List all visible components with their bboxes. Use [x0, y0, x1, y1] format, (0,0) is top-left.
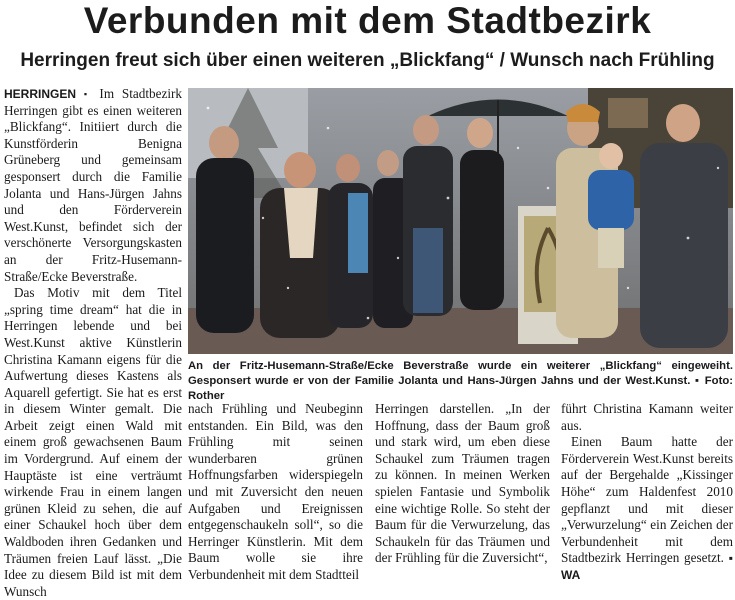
column-2-text: nach Frühling und Neubeginn entstanden. Ein Bild, was den Frühling mit seinen wunderbaren grünen Hoffnungsfarben widerspiegeln und mit Zuversicht den neuen Aufgaben und Ereignissen entgegenschaukeln soll“, so die Herringer Künstlerin. Mit dem Baum wolle sie ihre Verbundenheit mit dem Stadtteil	[188, 401, 363, 582]
separator-icon: ▪	[83, 89, 92, 99]
column-4-text-2: Einen Baum hatte der Förderverein West.Kunst bereits auf der Bergehalde „Kissinger Höhe“ zum Haldenfest 2010 gepflanzt und mit dieser „Verwurzelung“ ein Zeichen der Verbundenheit mit dem Stadtbezirk Herringen gesetzt.	[561, 434, 733, 566]
column-3-text: Herringen darstellen. „In der Hoffnung, dass der Baum groß und stark wird, um eben diese Schaukel zum Träumen tragen zu können. In meinen Werken spielen Fantasie und Symbolik eine wichtige Rolle. So steht der Baum für die Verwurzelung, das Schaukeln für das Träumen und der Frühling für die Zuversicht“,	[375, 401, 550, 566]
news-photo	[188, 88, 733, 354]
photo-caption: An der Fritz-Husemann-Straße/Ecke Beverstraße wurde ein weiterer „Blickfang“ eingeweiht. Gesponsert wurde er von der Familie Jolanta und Hans-Jürgen Jahns und der West.Kunst. ▪ Foto: Rother	[188, 360, 733, 402]
subheadline: Herringen freut sich über einen weiteren „Blickfang“ / Wunsch nach Frühling	[20, 50, 715, 71]
headline: Verbunden mit dem Stadtbezirk	[83, 0, 652, 41]
paragraph-1	[4, 86, 182, 285]
author-signature: ▪ WA	[561, 551, 733, 582]
article-column-2	[188, 401, 363, 584]
article-column-3	[375, 401, 550, 567]
paragraph-2: Das Motiv mit dem Titel „spring time dream“ hat die in Herringen lebende und bei West.Kunst aktive Künstlerin Christina Kamann eigens für die Aufwertung dieses Kastens als Aquarell gefertigt. Sie hat es erst in diesem Winter gemalt. Die Arbeit zeigt einen Wald mit einem groß gewachsenen Baum im Vordergrund. Auf einem der Hauptäste ist eine verträumt wirkende Frau in einem langen grünen Kleid zu sehen, die auf einer Schaukel hoch über dem Waldboden ihren Gedanken und Träumen freien Lauf lässt. „Die Idee zu diesem Bild ist mit dem Wunsch	[4, 285, 182, 599]
article-column-4	[561, 401, 733, 584]
paragraph-1-text: Im Stadtbezirk Herringen gibt es einen weiteren „Blickfang“. Initiiert durch die Kunstförderin Benigna Grüneberg und gemeinsam gesponsert durch die Familie Jolanta und Hans-Jürgen Jahns und den Förderverein West.Kunst, befindet sich der verschönerte Versorgungskasten an der Fritz-Husemann-Straße/Ecke Beverstraße.	[4, 86, 182, 284]
column-4-text-1: führt Christina Kamann weiter aus.	[561, 401, 733, 433]
dateline: HERRINGEN	[4, 87, 77, 101]
column-4-paragraph	[561, 434, 733, 583]
article-column-1	[4, 86, 182, 600]
